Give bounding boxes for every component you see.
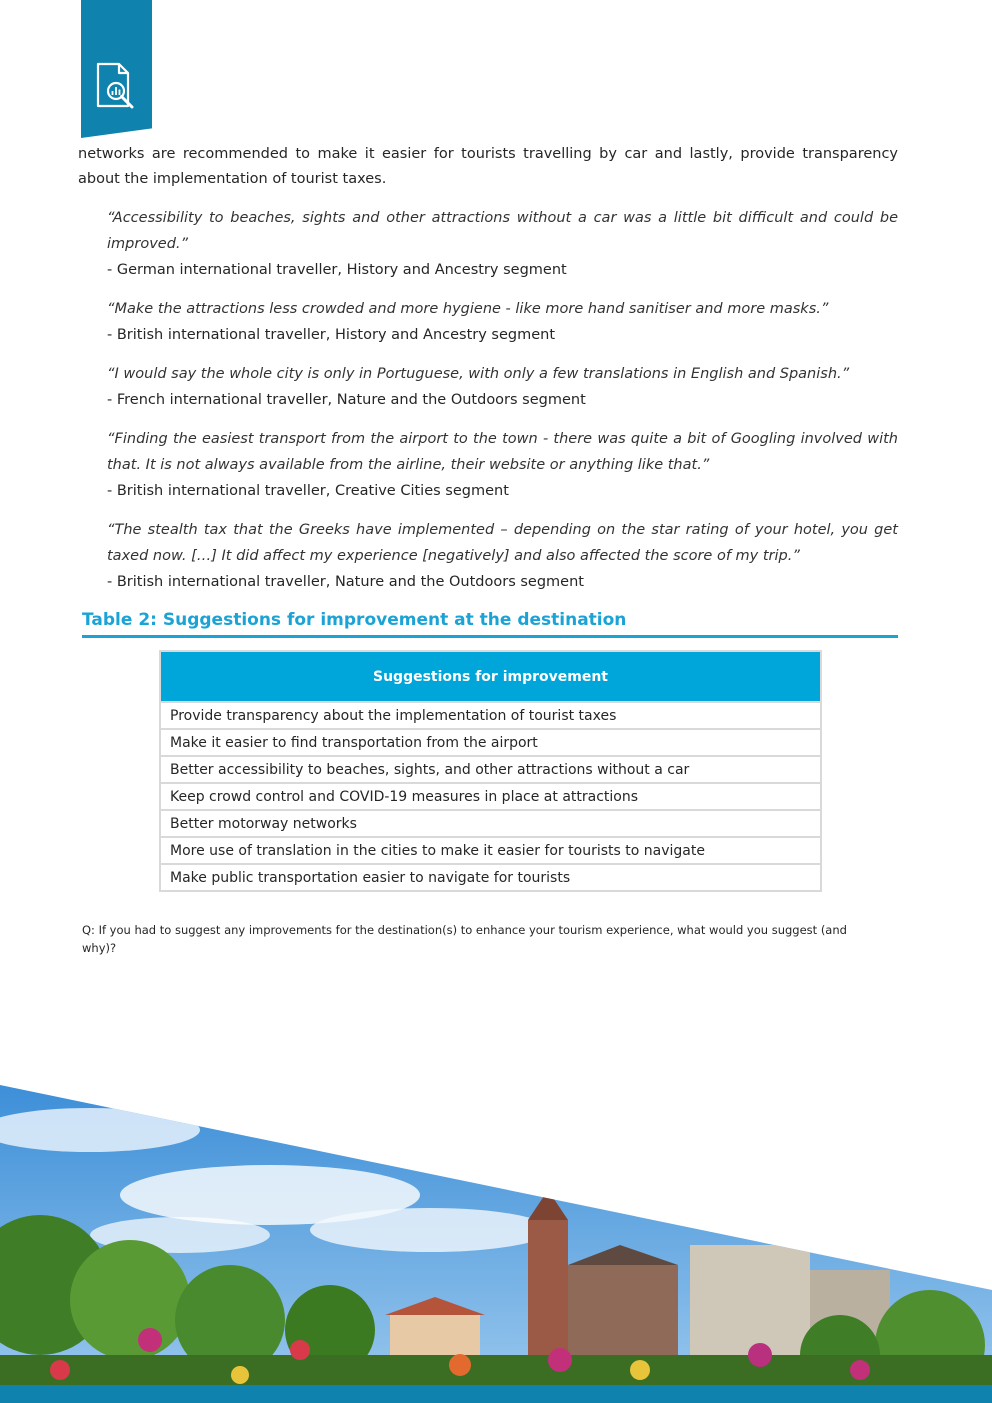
quote-attribution: - British international traveller, Nature and the Outdoors segment — [107, 574, 584, 590]
table-row — [160, 702, 821, 729]
quote-text: “I would say the whole city is only in Portuguese, with only a few translations in English and Spanish.” — [107, 366, 850, 382]
table-header-row — [160, 651, 821, 702]
quote-attribution: - German international traveller, History and Ancestry segment — [107, 262, 567, 278]
table-header-cell: Suggestions for improvement — [160, 651, 821, 702]
quote-block — [107, 361, 898, 413]
table-row — [160, 783, 821, 810]
table-cell: Make it easier to find transportation from the airport — [160, 729, 821, 756]
quote-attribution: - British international traveller, Creative Cities segment — [107, 483, 509, 499]
quote-text: “Finding the easiest transport from the airport to the town - there was quite a bit of Googling involved with that. It is not always available from the airline, their website or anything like that.” — [107, 431, 898, 473]
source-note: Q: If you had to suggest any improvements for the destination(s) to enhance your tourism experience, what would you suggest (and why)? — [82, 923, 847, 955]
table-cell: Make public transportation easier to navigate for tourists — [160, 864, 821, 891]
table-row — [160, 729, 821, 756]
quote-block — [107, 205, 898, 283]
quote-block — [107, 426, 898, 504]
table-row — [160, 810, 821, 837]
city-park-photo — [0, 1085, 992, 1403]
table-cell: Provide transparency about the implementation of tourist taxes — [160, 702, 821, 729]
quote-block — [107, 296, 898, 348]
table-title: Table 2: Suggestions for improvement at the destination — [82, 606, 898, 638]
quote-text: “Accessibility to beaches, sights and other attractions without a car was a little bit difficult and could be improved.” — [107, 210, 898, 252]
table-row — [160, 837, 821, 864]
table-cell: Better motorway networks — [160, 810, 821, 837]
document-analytics-icon — [95, 62, 135, 110]
quote-text: “Make the attractions less crowded and more hygiene - like more hand sanitiser and more masks.” — [107, 301, 829, 317]
table-row — [160, 756, 821, 783]
section-badge — [81, 0, 152, 138]
table-cell: Keep crowd control and COVID-19 measures in place at attractions — [160, 783, 821, 810]
quote-text: “The stealth tax that the Greeks have implemented – depending on the star rating of your hotel, you get taxed now. […] It did affect my experience [negatively] and also affected the score of my trip.” — [107, 522, 898, 564]
footer-bar — [0, 1385, 992, 1403]
table-cell: More use of translation in the cities to make it easier for tourists to navigate — [160, 837, 821, 864]
intro-paragraph: networks are recommended to make it easier for tourists travelling by car and lastly, provide transparency about the implementation of tourist taxes. — [78, 146, 898, 187]
table-cell: Better accessibility to beaches, sights, and other attractions without a car — [160, 756, 821, 783]
quotes-section — [107, 205, 898, 608]
suggestions-table — [159, 650, 822, 892]
quote-block — [107, 517, 898, 595]
table-row — [160, 864, 821, 891]
quote-attribution: - British international traveller, History and Ancestry segment — [107, 327, 556, 343]
quote-attribution: - French international traveller, Nature and the Outdoors segment — [107, 392, 586, 408]
